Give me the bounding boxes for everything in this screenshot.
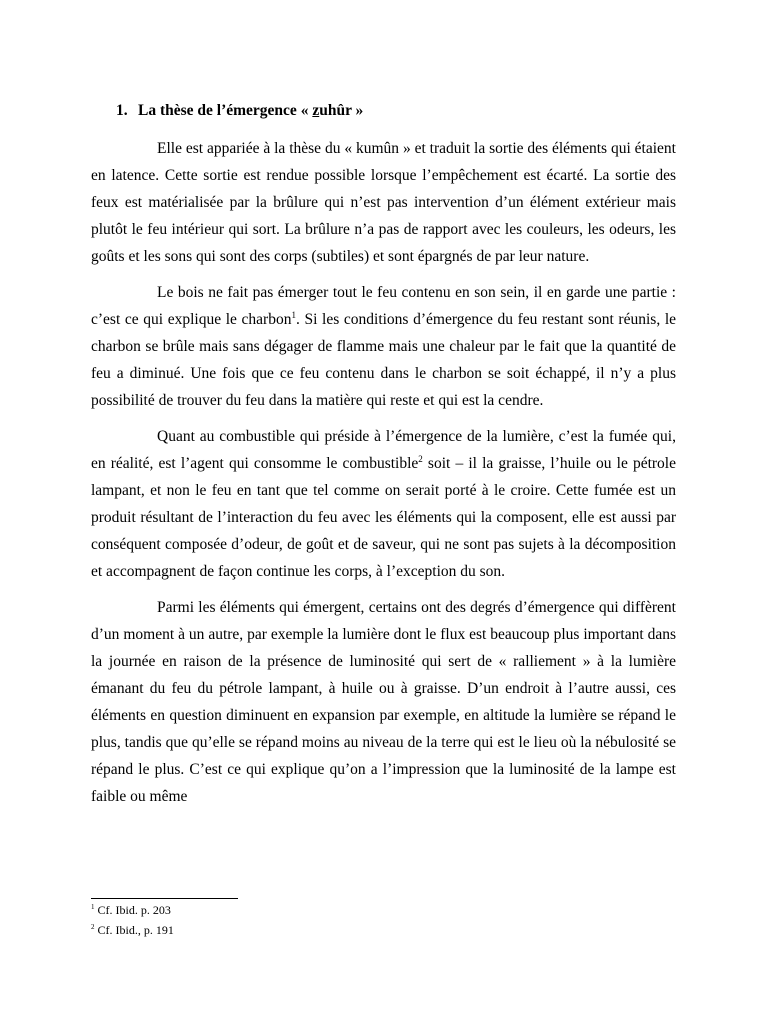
paragraph-2-text-start: Le bois ne fait pas émerger tout le feu contenu en son sein, il en garde une partie : c’est ce qui explique le charbon — [91, 284, 676, 328]
footnote-2-text: Cf. Ibid., p. 191 — [94, 923, 174, 937]
paragraph-3-text-end: soit – il la graisse, l’huile ou le pétrole lampant, et non le feu en tant que tel comme on serait porté à le croire. Cette fumée est un produit résultant de l’interaction du feu avec les éléments qui la composent, elle est aussi par conséquent composée d’odeur, de goût et de saveur, qui ne sont pas sujets à la décomposition et accompagnent de façon continue les corps, à l’exception du son. — [91, 455, 676, 580]
footnote-2 — [91, 923, 174, 938]
heading-text-end: uhûr » — [319, 102, 364, 119]
section-heading — [116, 102, 363, 120]
heading-underlined-letter: z — [312, 102, 320, 119]
footnote-1 — [91, 903, 171, 918]
heading-text-start: La thèse de l’émergence « — [138, 102, 313, 119]
paragraph-2-text-end: . Si les conditions d’émergence du feu restant sont réunis, le charbon se brûle mais sans dégager de flamme mais une chaleur par le fait que la quantité de feu a diminué. Une fois que ce feu contenu dans le charbon se soit échappé, il n’y a plus possibilité de trouver du feu dans la matière qui reste et qui est la cendre. — [91, 311, 677, 409]
footnote-separator — [91, 898, 238, 899]
footnote-1-text: Cf. Ibid. p. 203 — [94, 903, 171, 917]
footnote-1-mark: 1 — [91, 903, 95, 911]
paragraph-2 — [91, 279, 676, 414]
footnote-2-mark: 2 — [91, 923, 95, 931]
body-text — [91, 135, 676, 819]
paragraph-1: Elle est appariée à la thèse du « kumûn » et traduit la sortie des éléments qui étaient en latence. Cette sortie est rendue possible lorsque l’empêchement est écarté. La sortie des feux est matérialisée par la brûlure qui n’est pas intervention d’un élément extérieur mais plutôt le feu intérieur qui sort. La brûlure n’a pas de rapport avec les couleurs, les odeurs, les goûts et les sons qui sont des corps (subtiles) et sont épargnés de par leur nature. — [91, 140, 676, 265]
section-number: 1. — [116, 102, 128, 119]
paragraph-3-text-start: Quant au combustible qui préside à l’émergence de la lumière, c’est la fumée qui, en réalité, est l’agent qui consomme le combustible — [91, 428, 676, 472]
paragraph-4: Parmi les éléments qui émergent, certains ont des degrés d’émergence qui diffèrent d’un moment à un autre, par exemple la lumière dont le flux est beaucoup plus important dans la journée en raison de la présence de luminosité qui sert de « ralliement » à la lumière émanant du feu du pétrole lampant, à huile ou à graisse. D’un endroit à l’autre aussi, ces éléments en question diminuent en expansion par exemple, en altitude la lumière se répand le plus, tandis que qu’elle se répand moins au niveau de la terre qui est le lieu où la nébulosité se répand le plus. C’est ce qui explique qu’on a l’impression que la luminosité de la lampe est faible ou même — [91, 599, 676, 805]
footnote-ref-1[interactable]: 1 — [291, 310, 296, 320]
paragraph-3 — [91, 423, 676, 585]
footnote-ref-2[interactable]: 2 — [418, 454, 423, 464]
